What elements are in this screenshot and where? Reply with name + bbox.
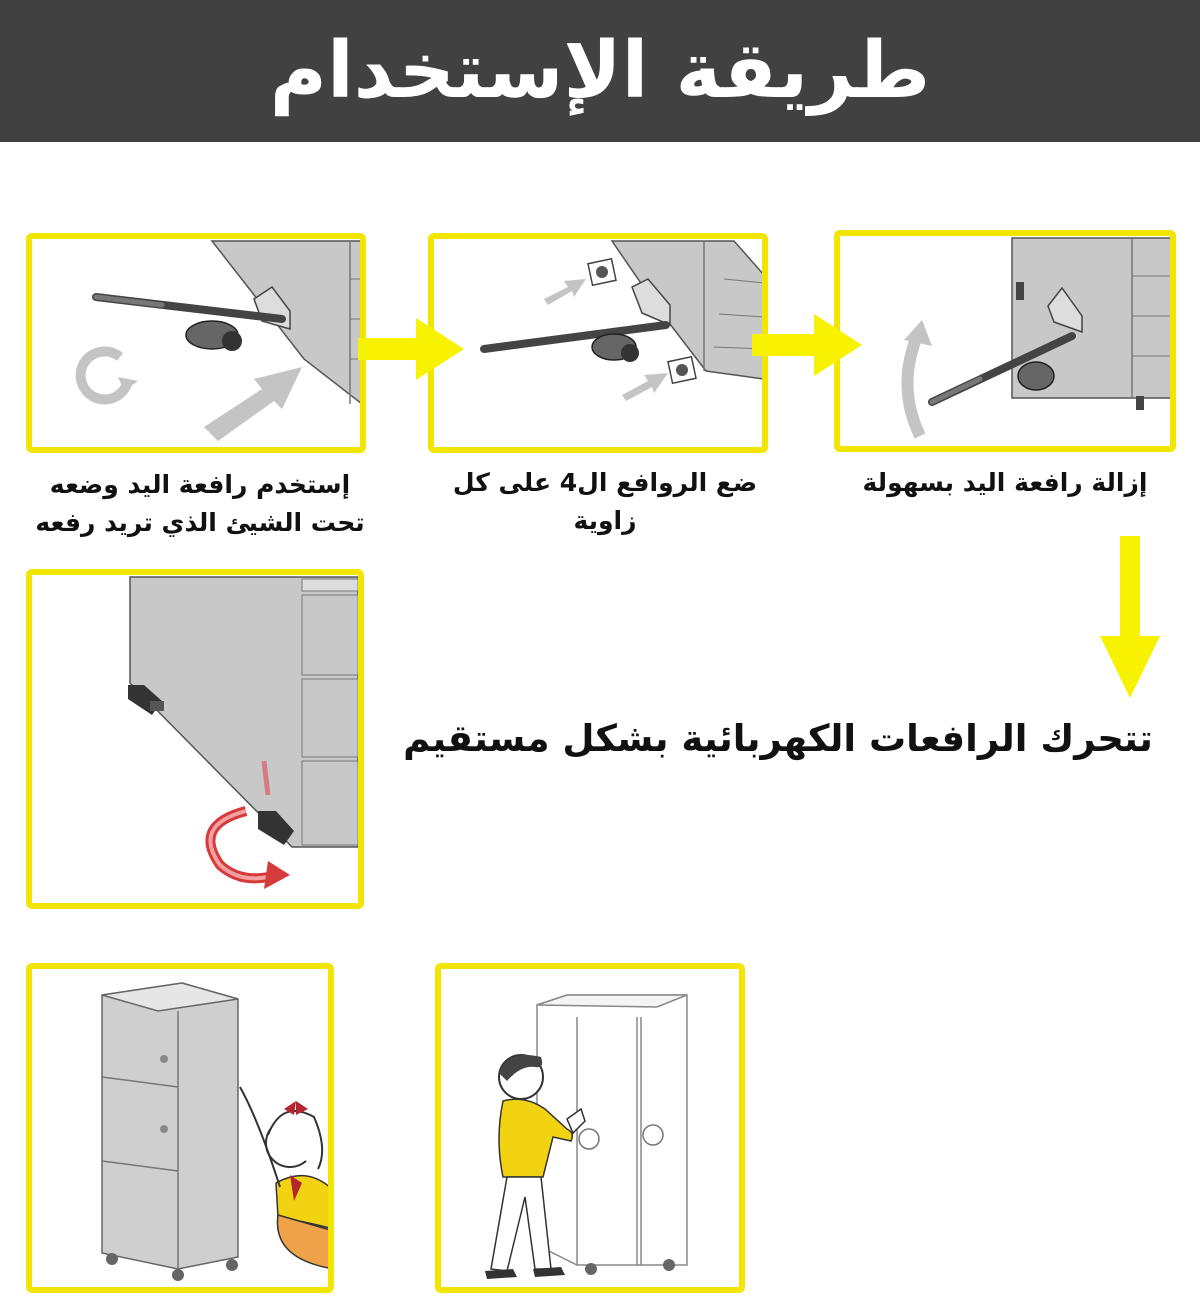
flow-arrow-icon (1098, 536, 1162, 700)
step1-caption-line2: تحت الشيئ الذي تريد رفعه (35, 508, 365, 537)
boy-wardrobe-illustration (441, 969, 739, 1287)
step2-illustration (434, 239, 762, 447)
step3-caption-line1: إزالة رافعة اليد بسهولة (862, 468, 1148, 497)
girl-cabinet-panel (26, 963, 334, 1293)
curved-arrow-icon (907, 334, 920, 436)
step1-caption-line1: إستخدم رافعة اليد وضعه (49, 470, 351, 499)
header-bar (0, 0, 1200, 142)
boy-wardrobe-panel (435, 963, 745, 1293)
step2-caption (420, 464, 790, 540)
step3-caption (820, 464, 1190, 502)
girl-cabinet-illustration (32, 969, 328, 1287)
flow-arrow-icon (358, 318, 466, 380)
step3-illustration (840, 236, 1170, 446)
step4-panel (26, 569, 364, 909)
step1-panel (26, 233, 366, 453)
step4-illustration (32, 575, 358, 903)
curved-arrow-icon (81, 351, 128, 399)
step1-caption (0, 466, 400, 542)
flow-arrow-icon (752, 314, 864, 376)
lever-icon (484, 325, 666, 349)
step1-illustration (32, 239, 360, 447)
step3-panel (834, 230, 1176, 452)
step2-caption-line1: ضع الروافع ال4 على كل (452, 468, 758, 497)
page-title: طريقة الإستخدام (269, 26, 931, 116)
step2-panel (428, 233, 768, 453)
step2-caption-line2: زاوية (573, 506, 637, 535)
step4-caption: تتحرك الرافعات الكهربائية بشكل مستقيم (403, 717, 1153, 760)
